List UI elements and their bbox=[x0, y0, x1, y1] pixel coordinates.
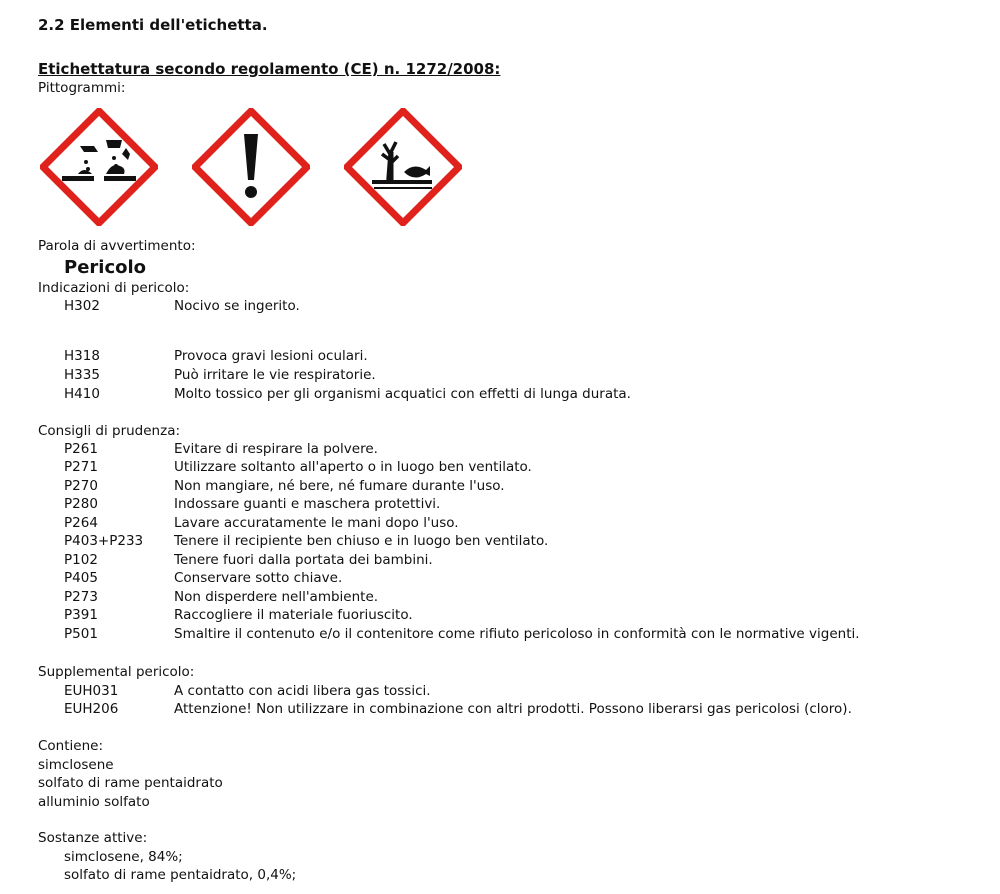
pictograms-label: Pittogrammi: bbox=[38, 80, 126, 96]
ghs07-exclamation-mark-icon bbox=[192, 108, 310, 226]
hazard-statements-label: Indicazioni di pericolo: bbox=[38, 280, 190, 296]
active-substance-item: simclosene, 84%; bbox=[64, 849, 183, 865]
signal-word-label: Parola di avvertimento: bbox=[38, 238, 196, 254]
statement-text: Provoca gravi lesioni oculari. bbox=[174, 348, 368, 364]
statement-text: Molto tossico per gli organismi acquatici con effetti di lunga durata. bbox=[174, 386, 631, 402]
statement-code: P102 bbox=[64, 552, 98, 568]
contains-label: Contiene: bbox=[38, 738, 104, 754]
statement-text: Smaltire il contenuto e/o il contenitore come rifiuto pericoloso in conformità con le normative vigenti. bbox=[174, 626, 860, 642]
statement-code: P273 bbox=[64, 589, 98, 605]
precautionary-statements-label: Consigli di prudenza: bbox=[38, 423, 181, 439]
statement-code: EUH206 bbox=[64, 701, 119, 717]
statement-code: P280 bbox=[64, 496, 98, 512]
ghs09-environment-icon bbox=[344, 108, 462, 226]
signal-word: Pericolo bbox=[64, 257, 147, 278]
pictogram-row bbox=[40, 108, 470, 226]
statement-text: Non mangiare, né bere, né fumare durante l'uso. bbox=[174, 478, 505, 494]
statement-text: Raccogliere il materiale fuoriuscito. bbox=[174, 607, 413, 623]
statement-text: Non disperdere nell'ambiente. bbox=[174, 589, 379, 605]
statement-text: Tenere fuori dalla portata dei bambini. bbox=[174, 552, 433, 568]
statement-code: H335 bbox=[64, 367, 100, 383]
statement-text: Evitare di respirare la polvere. bbox=[174, 441, 378, 457]
statement-text: Attenzione! Non utilizzare in combinazione con altri prodotti. Possono liberarsi gas pericolosi (cloro). bbox=[174, 701, 852, 717]
statement-text: Conservare sotto chiave. bbox=[174, 570, 343, 586]
contains-item: simclosene bbox=[38, 757, 114, 773]
statement-code: P403+P233 bbox=[64, 533, 144, 549]
statement-code: H318 bbox=[64, 348, 100, 364]
statement-code: H410 bbox=[64, 386, 100, 402]
statement-text: A contatto con acidi libera gas tossici. bbox=[174, 683, 431, 699]
active-substance-item: solfato di rame pentaidrato, 0,4%; bbox=[64, 867, 297, 883]
statement-code: P264 bbox=[64, 515, 98, 531]
statement-text: Indossare guanti e maschera protettivi. bbox=[174, 496, 441, 512]
statement-text: Lavare accuratamente le mani dopo l'uso. bbox=[174, 515, 459, 531]
statement-text: Nocivo se ingerito. bbox=[174, 298, 300, 314]
statement-code: EUH031 bbox=[64, 683, 119, 699]
statement-text: Può irritare le vie respiratorie. bbox=[174, 367, 376, 383]
statement-text: Utilizzare soltanto all'aperto o in luogo ben ventilato. bbox=[174, 459, 532, 475]
statement-text: Tenere il recipiente ben chiuso e in luogo ben ventilato. bbox=[174, 533, 549, 549]
contains-item: alluminio solfato bbox=[38, 794, 150, 810]
statement-code: P270 bbox=[64, 478, 98, 494]
ghs05-corrosion-icon bbox=[40, 108, 158, 226]
statement-code: P501 bbox=[64, 626, 98, 642]
statement-code: P261 bbox=[64, 441, 98, 457]
active-substances-label: Sostanze attive: bbox=[38, 830, 148, 846]
statement-code: P271 bbox=[64, 459, 98, 475]
statement-code: H302 bbox=[64, 298, 100, 314]
regulation-title: Etichettatura secondo regolamento (CE) n. 1272/2008: bbox=[38, 60, 501, 78]
statement-code: P391 bbox=[64, 607, 98, 623]
supplemental-label: Supplemental pericolo: bbox=[38, 664, 195, 680]
section-title: 2.2 Elementi dell'etichetta. bbox=[38, 16, 268, 34]
statement-code: P405 bbox=[64, 570, 98, 586]
contains-item: solfato di rame pentaidrato bbox=[38, 775, 223, 791]
